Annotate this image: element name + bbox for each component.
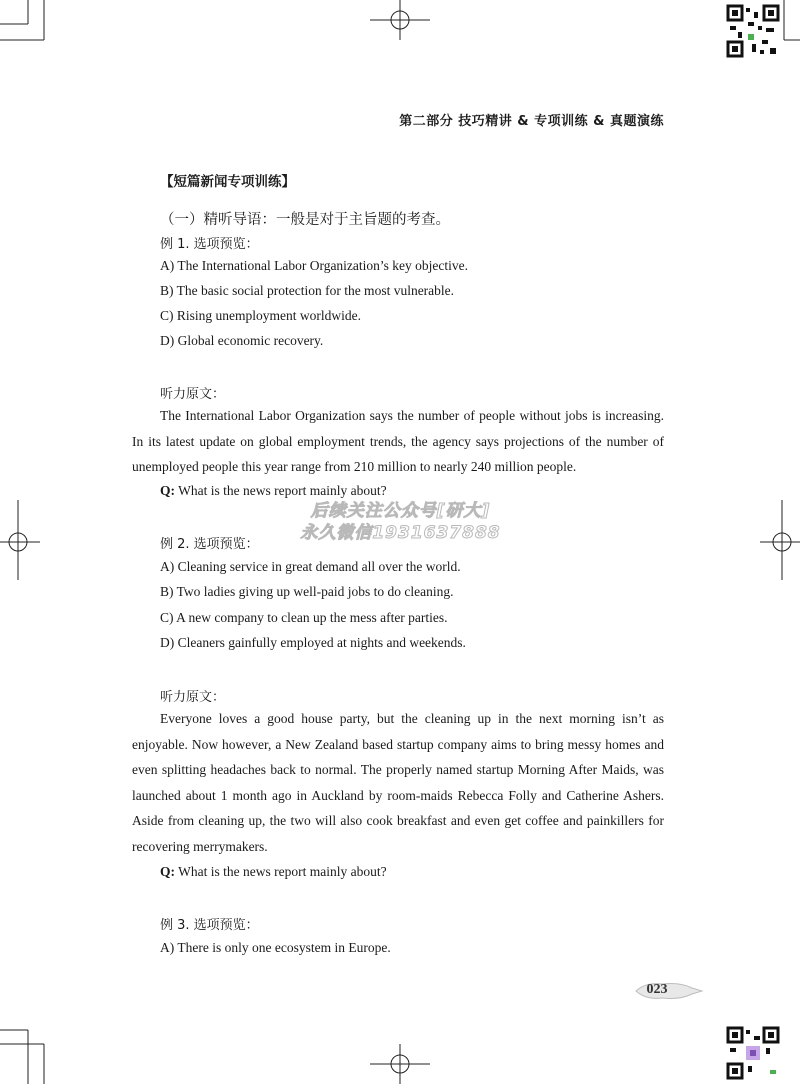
example1-transcript: The International Labor Organization says the number of people without jobs is increasing. In its latest update on global employment trends, the agency says projections of the number of unemployed people this year range from 210 million to nearly 240 million people. xyxy=(132,408,664,474)
question-text: What is the news report mainly about? xyxy=(178,483,387,498)
example2-option-d: D) Cleaners gainfully employed at nights and weekends. xyxy=(160,635,466,650)
example1-question xyxy=(160,483,387,499)
example2-option-c: C) A new company to clean up the mess after parties. xyxy=(160,610,448,625)
example3-option-a: A) There is only one ecosystem in Europe. xyxy=(160,940,391,955)
watermark xyxy=(298,500,503,544)
example2-question xyxy=(160,864,387,880)
question-label: Q: xyxy=(160,483,175,498)
example1-option-a: A) The International Labor Organization’s key objective. xyxy=(160,258,469,273)
example1-option-c: C) Rising unemployment worldwide. xyxy=(160,308,361,323)
example2-transcript: Everyone loves a good house party, but the cleaning up in the next morning isn’t as enjoyable. Now however, a New Zealand based startup company aims to bring messy homes and even splitting headaches back to normal. The properly named startup Morning After Maids, was launched about 1 month ago in Auckland by room-maids Rebecca Folly and Catherine Ashers. Aside from cleaning up, the two will also cook breakfast and even get coffee and painkillers for recovering merrymakers. xyxy=(132,711,664,854)
qr-code-bottom xyxy=(726,1026,780,1080)
question-label: Q: xyxy=(160,864,175,879)
question-text: What is the news report mainly about? xyxy=(178,864,387,879)
guide-heading: （一）精听导语：一般是对于主旨题的考查。 xyxy=(160,212,450,228)
example1-option-b: B) The basic social protection for the most vulnerable. xyxy=(160,283,455,298)
running-header: 第二部分 技巧精讲 & 专项训练 & 真题演练 xyxy=(399,114,664,129)
example1-transcript-label: 听力原文： xyxy=(160,387,226,402)
watermark-line-2: 永久微信1931637888 xyxy=(300,523,501,543)
example2-option-a: A) Cleaning service in great demand all over the world. xyxy=(160,559,461,574)
qr-code-top xyxy=(726,4,780,58)
section-title: 【短篇新闻专项训练】 xyxy=(160,174,295,190)
watermark-line-1: 后续关注公众号[研大] xyxy=(310,501,491,521)
example3-label: 例 3. 选项预览： xyxy=(160,918,259,933)
example1-option-d: D) Global economic recovery. xyxy=(160,333,324,348)
example2-option-b: B) Two ladies giving up well-paid jobs to do cleaning. xyxy=(160,584,454,599)
page-number-text: 023 xyxy=(646,982,668,997)
example2-transcript-label: 听力原文： xyxy=(160,690,226,705)
page-number xyxy=(634,980,704,1002)
example2-label: 例 2. 选项预览： xyxy=(160,537,259,552)
example1-label: 例 1. 选项预览： xyxy=(160,237,259,252)
